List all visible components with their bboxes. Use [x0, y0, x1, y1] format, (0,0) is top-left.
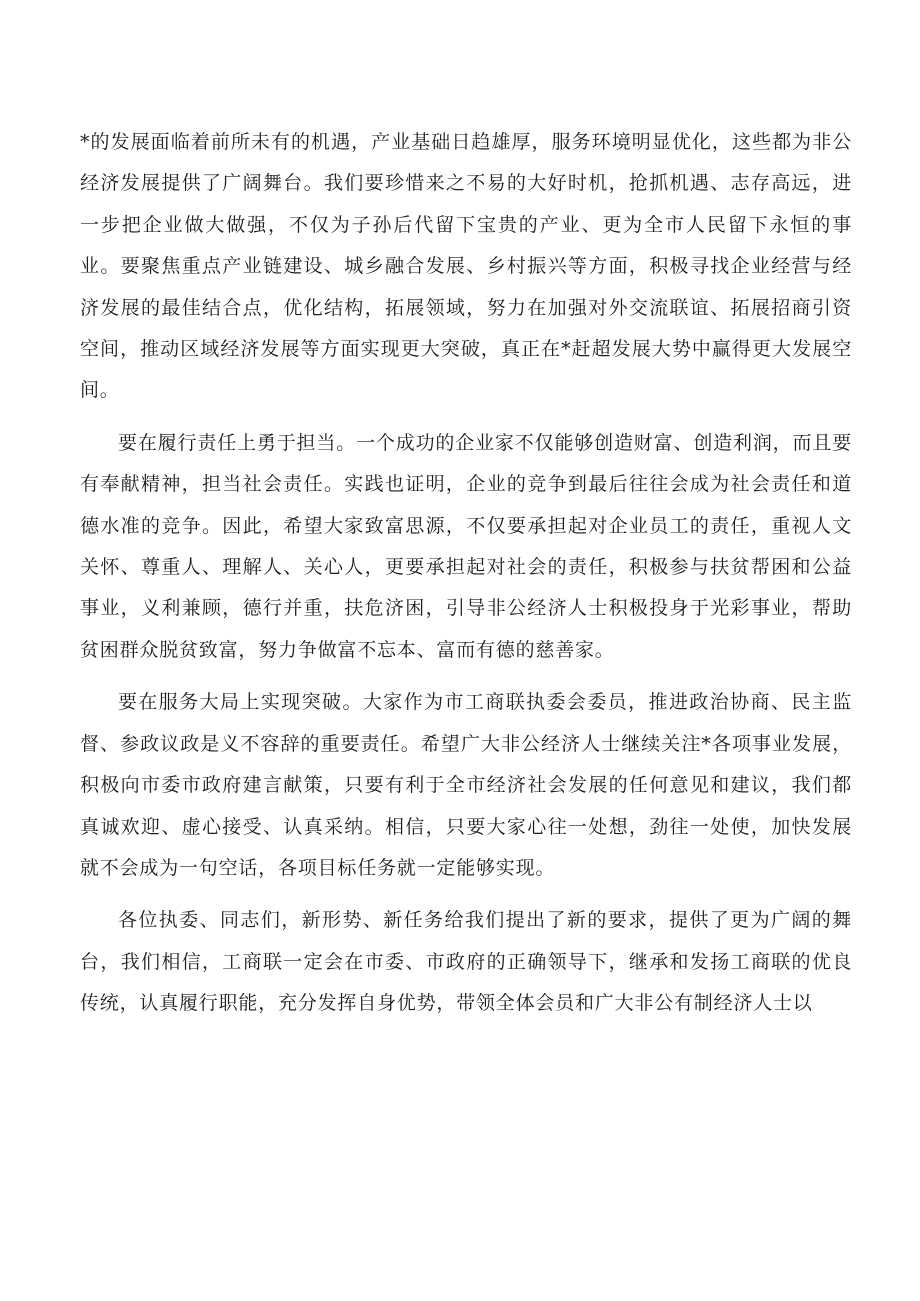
paragraph-service: 要在服务大局上实现突破。大家作为市工商联执委会委员，推进政治协商、民主监督、参政议政是义不容辞的重要责任。希望广大非公经济人士继续关注*各项事业发展，积极向市委市政府建言献策，只要有利于全市经济社会发展的任何意见和建议，我们都真诚欢迎、虚心接受、认真采纳。相信，只要大家心往一处想，劲往一处使，加快发展就不会成为一句空话，各项目标任务就一定能够实现。	[80, 691, 852, 879]
paragraph-closing: 各位执委、同志们，新形势、新任务给我们提出了新的要求，提供了更为广阔的舞台，我们相信，工商联一定会在市委、市政府的正确领导下，继承和发扬工商联的优良传统，认真履行职能，充分发挥自身优势，带领全体会员和广大非公有制经济人士以	[80, 909, 852, 1015]
paragraph-continuation: *的发展面临着前所未有的机遇，产业基础日趋雄厚，服务环境明显优化，这些都为非公经济发展提供了广阔舞台。我们要珍惜来之不易的大好时机，抢抓机遇、志存高远，进一步把企业做大做强，不仅为子孙后代留下宝贵的产业、更为全市人民留下永恒的事业。要聚焦重点产业链建设、城乡融合发展、乡村振兴等方面，积极寻找企业经营与经济发展的最佳结合点，优化结构，拓展领域，努力在加强对外交流联谊、拓展招商引资空间，推动区域经济发展等方面实现更大突破，真正在*赶超发展大势中赢得更大发展空间。	[80, 131, 852, 402]
document-body	[80, 122, 852, 1036]
paragraph-responsibility: 要在履行责任上勇于担当。一个成功的企业家不仅能够创造财富、创造利润，而且要有奉献精神，担当社会责任。实践也证明，企业的竞争到最后往往会成为社会责任和道德水准的竞争。因此，希望大家致富思源，不仅要承担起对企业员工的责任，重视人文关怀、尊重人、理解人、关心人，更要承担起对社会的责任，积极参与扶贫帮困和公益事业，义利兼顾，德行并重，扶危济困，引导非公经济人士积极投身于光彩事业，帮助贫困群众脱贫致富，努力争做富不忘本、富而有德的慈善家。	[80, 431, 852, 661]
